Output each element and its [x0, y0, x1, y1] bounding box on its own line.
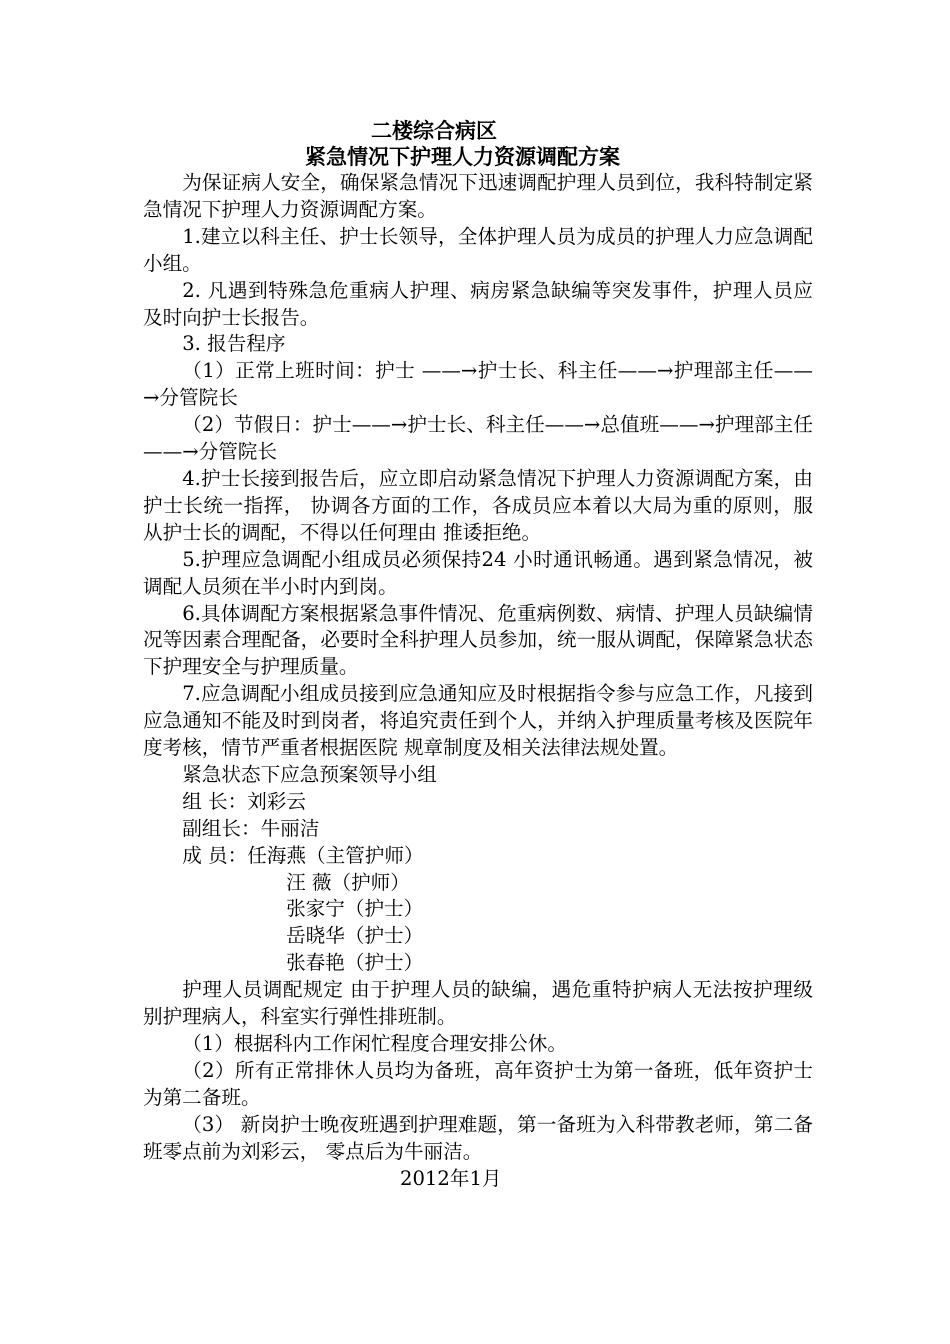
group-deputy: 副组长：牛丽洁: [182, 816, 320, 840]
document-date: 2012年1月: [400, 1166, 502, 1190]
paragraph-item-7: 7.应急调配小组成员接到应急通知应及时根据指令参与应急工作，凡接到应急通知不能及时到岗者，将追究责任到个人，并纳入护理质量考核及医院年度考核，情节严重者根据医院 规章制度及相关法律法规处置。: [143, 682, 813, 760]
group-heading: 紧急状态下应急预案领导小组: [182, 762, 437, 786]
paragraph-rule-2: （2）所有正常排休人员均为备班，高年资护士为第一备班，低年资护士为第二备班。: [143, 1058, 813, 1109]
paragraph-rule-3: （3） 新岗护士晚夜班遇到护理难题，第一备班为入科带教老师，第二备班零点前为刘彩云， 零点后为牛丽洁。: [143, 1112, 813, 1163]
document-title-ward: 二楼综合病区: [371, 119, 497, 143]
paragraph-item-1: 1.建立以科主任、护士长领导，全体护理人员为成员的护理人力应急调配小组。: [143, 224, 813, 275]
group-member: 汪 薇（护师）: [286, 870, 410, 894]
paragraph-item-3-2: （2）节假日：护士——→护士长、科主任——→总值班——→护理部主任——→分管院长: [143, 413, 813, 464]
group-member: 张春艳（护士）: [286, 951, 424, 975]
group-member: 张家宁（护士）: [286, 897, 424, 921]
paragraph-item-6: 6.具体调配方案根据紧急事件情况、危重病例数、病情、护理人员缺编情况等因素合理配备，必要时全科护理人员参加，统一服从调配，保障紧急状态下护理安全与护理质量。: [143, 601, 813, 679]
document-content: [143, 170, 813, 1166]
paragraph-rule-1: （1）根据科内工作闲忙程度合理安排公休。: [182, 1032, 567, 1055]
group-leader: 组 长：刘彩云: [182, 789, 306, 813]
group-member-first: 成 员：任海燕（主管护师）: [182, 843, 424, 867]
paragraph-item-2: 2. 凡遇到特殊急危重病人护理、病房紧急缺编等突发事件，护理人员应及时向护士长报告。: [143, 278, 813, 329]
document-body: [143, 118, 813, 1192]
group-member: 岳晓华（护士）: [286, 924, 424, 948]
paragraph-item-4: 4.护士长接到报告后，应立即启动紧急情况下护理人力资源调配方案，由护士长统一指挥， 协调各方面的工作，各成员应本着以大局为重的原则，服从护士长的调配，不得以任何理由 推诿拒绝。: [143, 466, 813, 544]
paragraph-item-5: 5.护理应急调配小组成员必须保持24 小时通讯畅通。遇到紧急情况，被调配人员须在半小时内到岗。: [143, 547, 813, 598]
paragraph-rules-intro: 护理人员调配规定 由于护理人员的缺编，遇危重特护病人无法按护理级别护理病人，科室实行弹性排班制。: [143, 978, 813, 1029]
paragraph-item-3-heading: 3. 报告程序: [182, 332, 286, 356]
document-title-plan: 紧急情况下护理人力资源调配方案: [305, 145, 620, 169]
paragraph-item-3-1: （1）正常上班时间：护士 ——→护士长、科主任——→护理部主任——→分管院长: [143, 359, 813, 410]
paragraph-intro: 为保证病人安全，确保紧急情况下迅速调配护理人员到位，我科特制定紧急情况下护理人力资源调配方案。: [143, 171, 813, 221]
